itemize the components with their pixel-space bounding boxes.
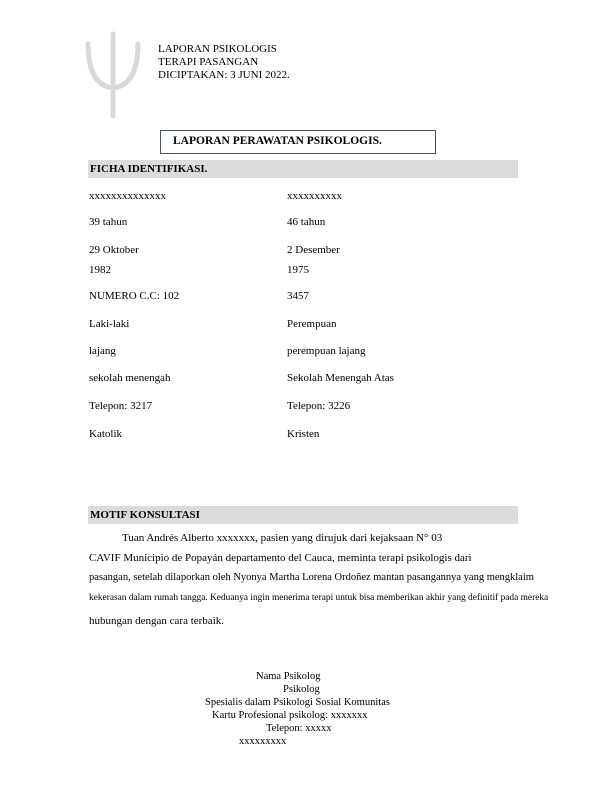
patient2-education: Sekolah Menengah Atas [287, 372, 394, 384]
patient1-id: xxxxxxxxxxxxxx [89, 190, 166, 202]
patient1-birth-day: 29 Oktober [89, 244, 139, 256]
header-line-1: LAPORAN PSIKOLOGIS [158, 43, 277, 55]
report-header [158, 43, 290, 82]
header-line-3: DICIPTAKAN: 3 JUNI 2022. [158, 69, 290, 81]
patient1-religion: Katolik [89, 428, 122, 440]
psychologist-title: Psikolog [283, 684, 320, 695]
patient2-religion: Kristen [287, 428, 320, 440]
header-line-2: TERAPI PASANGAN [158, 56, 259, 68]
psychologist-specialty: Spesialis dalam Psikologi Sosial Komunitas [205, 697, 390, 708]
patient2-id: xxxxxxxxxx [287, 190, 342, 202]
patient2-marital-status: perempuan lajang [287, 345, 366, 357]
patient1-marital-status: lajang [89, 345, 116, 357]
section-heading-identification: FICHA IDENTIFIKASI. [88, 160, 518, 178]
consultation-line-5: hubungan dengan cara terbaik. [89, 615, 224, 627]
consultation-line-4: kekerasan dalam rumah tangga. Keduanya ingin menerima terapi untuk bisa memberikan akhir yang definitif pada mereka [89, 593, 549, 603]
patient2-birth-day: 2 Desember [287, 244, 340, 256]
psychologist-card: Kartu Profesional psikolog: xxxxxxx [212, 710, 368, 721]
patient1-birth-year: 1982 [89, 264, 111, 276]
psychologist-name: Nama Psikolog [256, 671, 321, 682]
patient2-birth-year: 1975 [287, 264, 309, 276]
consultation-line-1: Tuan Andrés Alberto xxxxxxx, pasien yang dirujuk dari kejaksaan N° 03 [122, 532, 443, 544]
report-title: LAPORAN PERAWATAN PSIKOLOGIS. [160, 130, 436, 154]
psi-logo-icon [78, 30, 148, 120]
psychologist-phone: Telepon: xxxxx [266, 723, 332, 734]
patient1-age: 39 tahun [89, 216, 128, 228]
patient1-education: sekolah menengah [89, 372, 171, 384]
patient1-phone: Telepon: 3217 [89, 400, 153, 412]
consultation-line-3: pasangan, setelah dilaporkan oleh Nyonya Martha Lorena Ordoñez mantan pasangannya yang mengklaim [89, 572, 534, 583]
patient2-age: 46 tahun [287, 216, 326, 228]
consultation-line-2: CAVIF Municipio de Popayán departamento del Cauca, meminta terapi psikologis dari [89, 552, 472, 564]
patient2-cc-number: 3457 [287, 290, 309, 302]
patient2-gender: Perempuan [287, 318, 337, 330]
psychologist-extra: xxxxxxxxx [239, 736, 287, 747]
patient1-gender: Laki-laki [89, 318, 130, 330]
patient1-cc-number: NUMERO C.C: 102 [89, 290, 180, 302]
section-heading-consultation: MOTIF KONSULTASI [88, 506, 518, 524]
patient2-phone: Telepon: 3226 [287, 400, 351, 412]
